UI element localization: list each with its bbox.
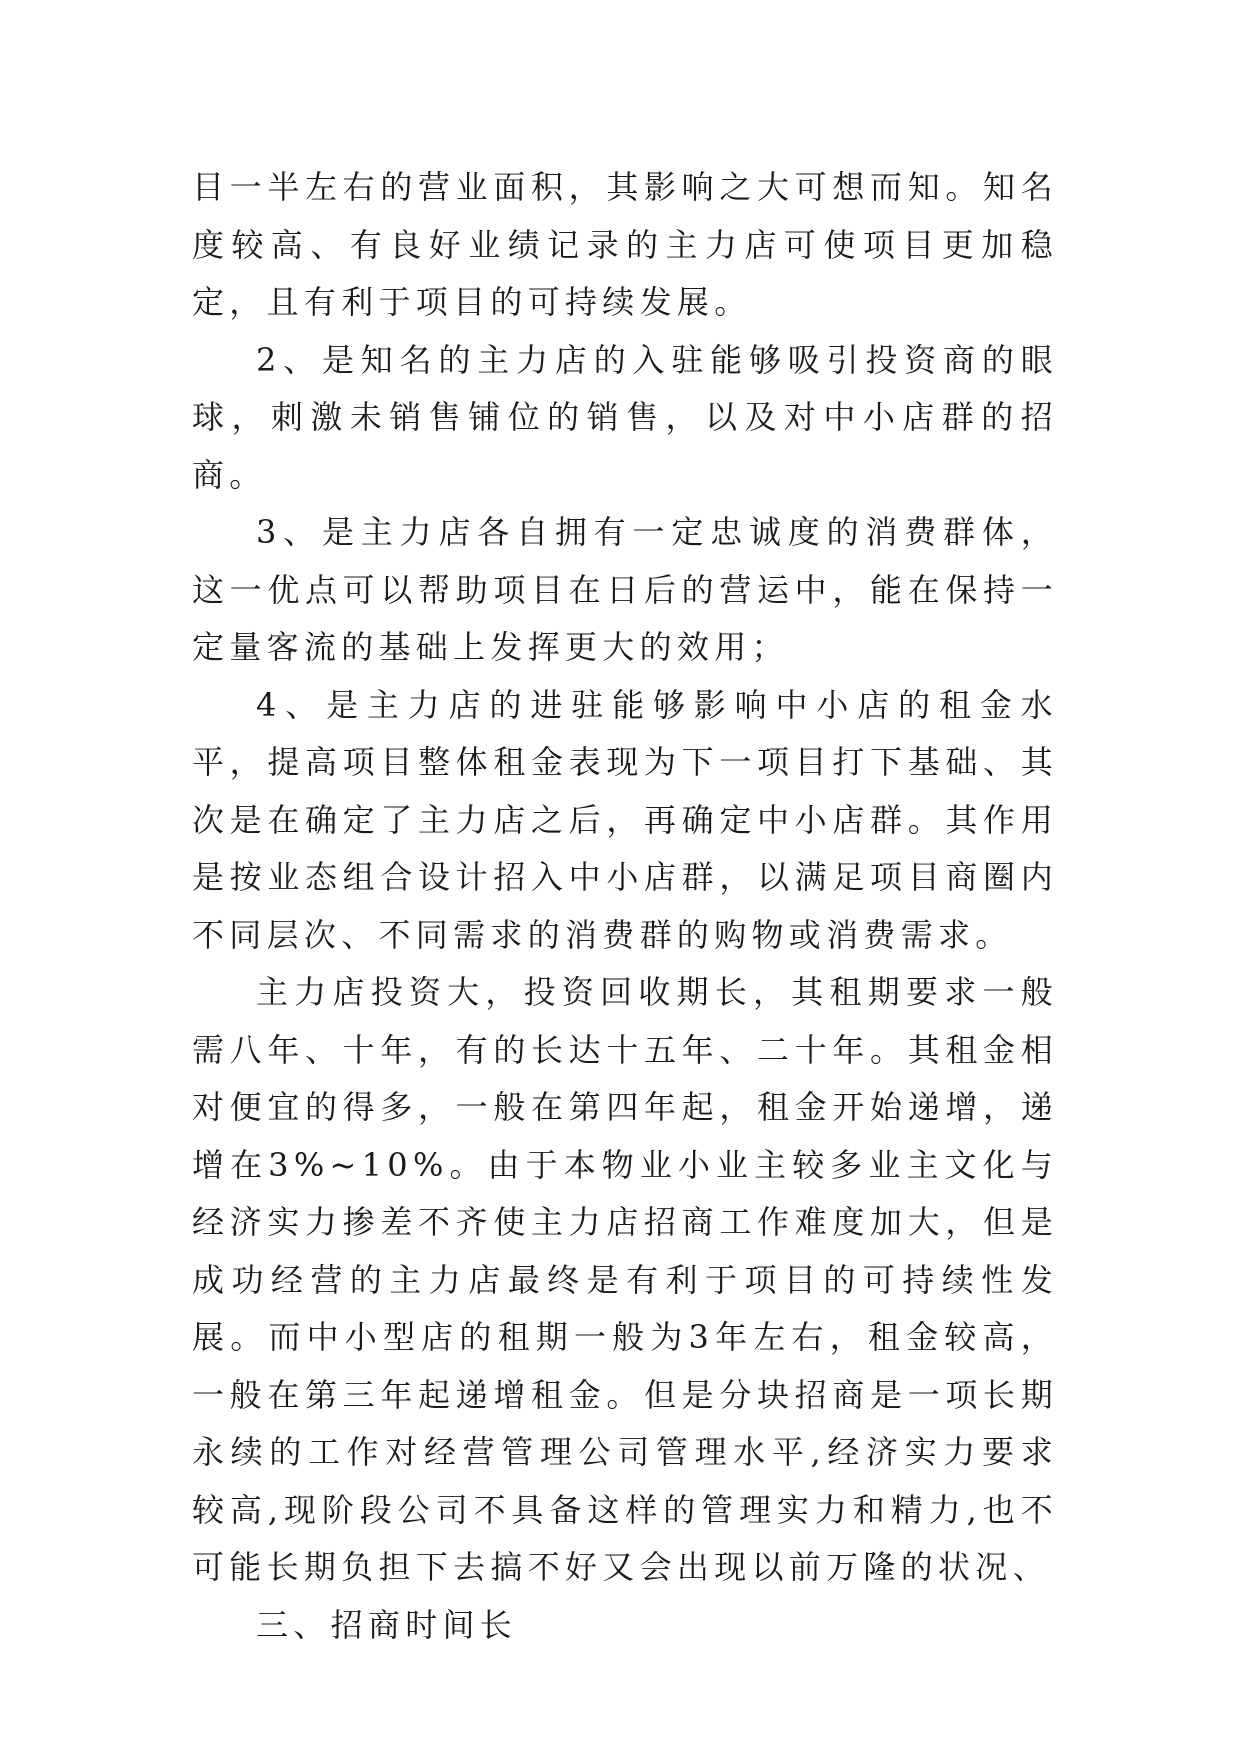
paragraph-continuation: 目一半左右的营业面积，其影响之大可想而知。知名度较高、有良好业绩记录的主力店可使项目更加稳定，且有利于项目的可持续发展。 — [192, 168, 1058, 321]
paragraph-point-3: 3、是主力店各自拥有一定忠诚度的消费群体，这一优点可以帮助项目在日后的营运中，能在保持一定量客流的基础上发挥更大的效用； — [192, 513, 1058, 666]
document-body — [192, 159, 1058, 1654]
paragraph-point-2: 2、是知名的主力店的入驻能够吸引投资商的眼球，刺激未销售铺位的销售，以及对中小店群的招商。 — [192, 340, 1058, 494]
section-heading: 三、招商时间长 — [256, 1605, 518, 1644]
paragraph-point-4: 4、是主力店的进驻能够影响中小店的租金水平，提高项目整体租金表现为下一项目打下基础、其次是在确定了主力店之后，再确定中小店群。其作用是按业态组合设计招入中小店群，以满足项目商圈内不同层次、不同需求的消费群的购物或消费需求。 — [192, 685, 1058, 954]
paragraph-lease-terms: 主力店投资大，投资回收期长，其租期要求一般需八年、十年，有的长达十五年、二十年。其租金相对便宜的得多，一般在第四年起，租金开始递增，递增在3%~10%。由于本物业小业主较多业主文化与经济实力掺差不齐使主力店招商工作难度加大，但是成功经营的主力店最终是有利于项目的可持续性发展。而中小型店的租期一般为3年左右，租金较高，一般在第三年起递增租金。但是分块招商是一项长期永续的工作对经营管理公司管理水平,经济实力要求较高,现阶段公司不具备这样的管理实力和精力,也不可能长期负担下去搞不好又会出现以前万隆的状况、 — [192, 973, 1058, 1586]
